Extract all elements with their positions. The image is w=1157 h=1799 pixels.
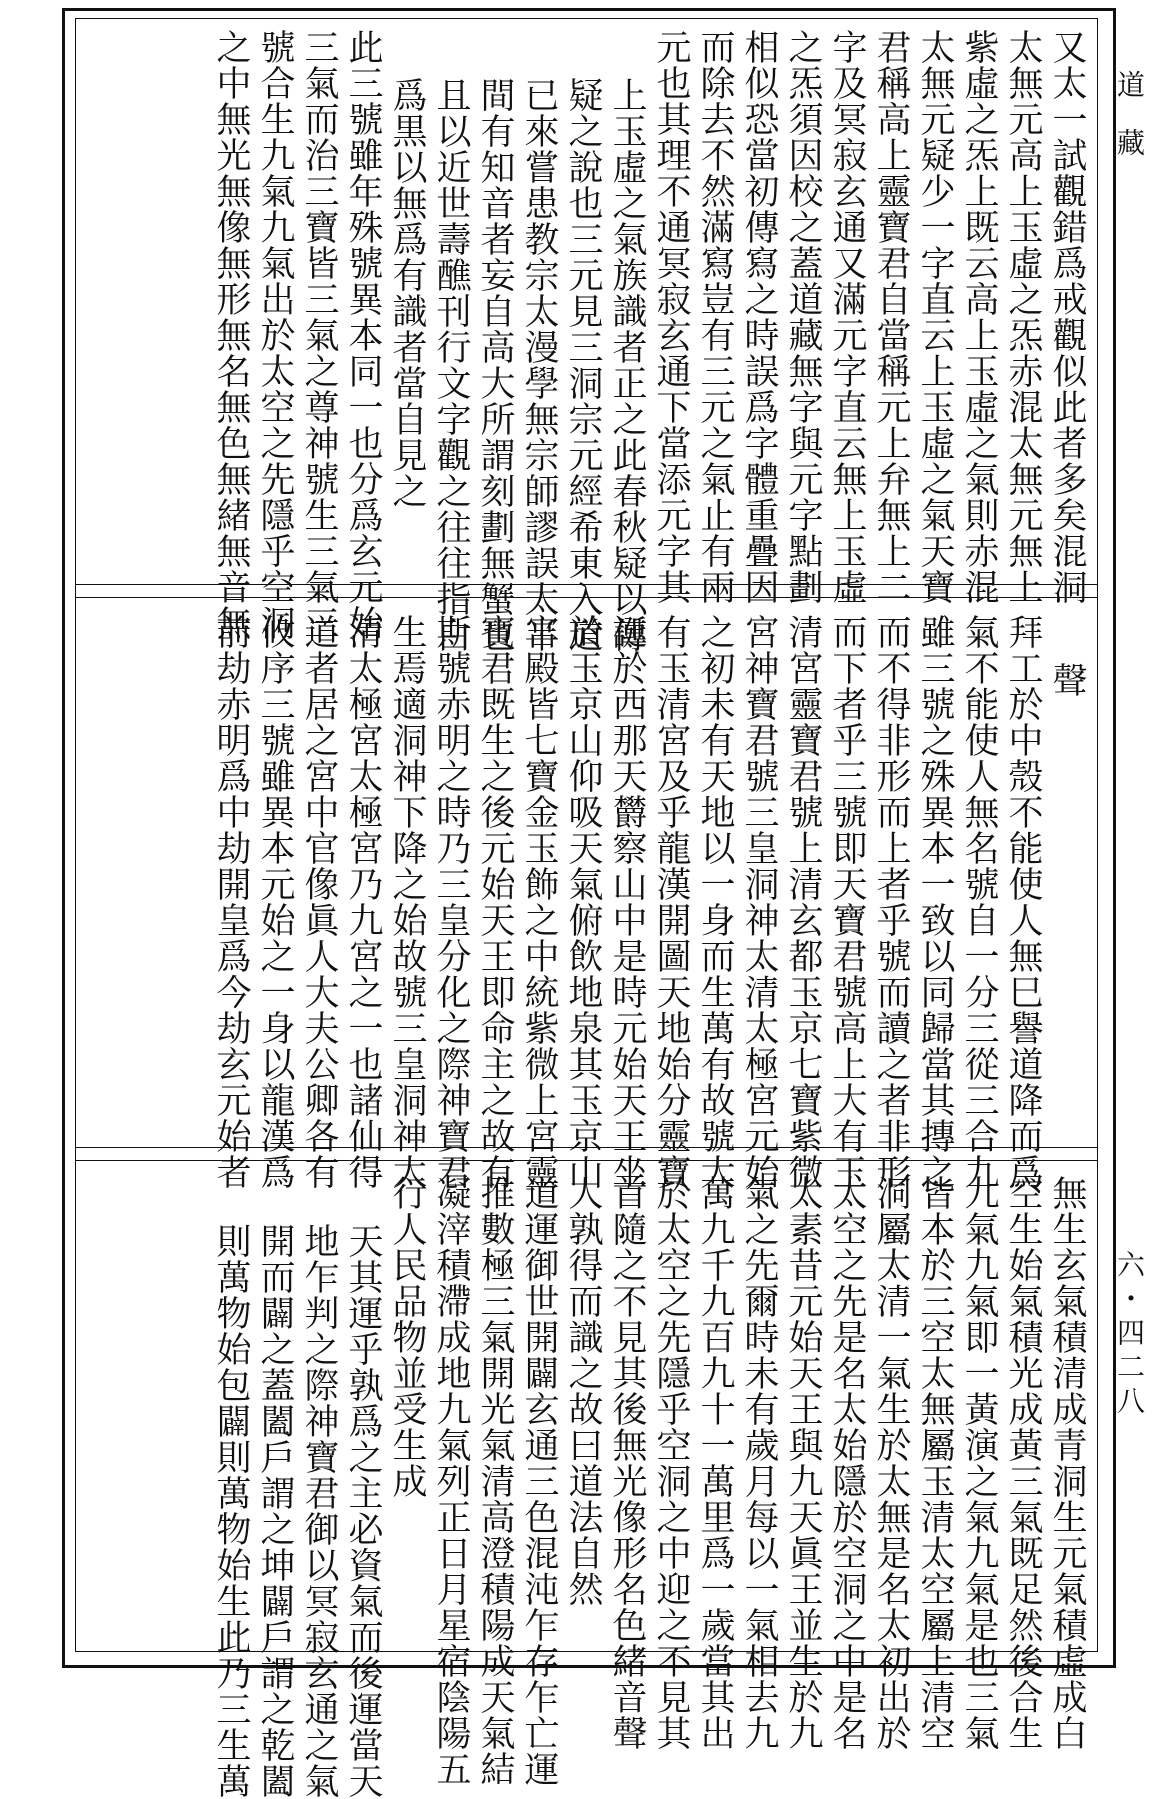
column-group-middle [209, 604, 1089, 1190]
text-column: 於太空之先隱乎空洞之中迎之不見其 [651, 1175, 691, 1751]
text-column: 雖三號之殊異本一致以同歸當其摶之 [915, 614, 955, 1190]
text-column: 上玉虛之氣族識者正之此春秋疑以傳 [607, 77, 647, 653]
text-column: 字及冥寂玄通又滿元字直云無上玉虛 [827, 29, 867, 605]
text-column: 皆本於三空太無屬玉清太空屬上清空 [915, 1175, 955, 1751]
text-column: 而除去不然滿寫豈有三元之氣止有兩 [695, 29, 735, 605]
text-column: 紫虛之炁上既云高上玉虛之氣則赤混 [959, 29, 999, 605]
text-column: 已來嘗患教宗太漫學無宗師謬誤太半 [519, 77, 559, 653]
text-column: 開而闢之蓋闔戶謂之坤闢戶謂之乾闔 [255, 1223, 295, 1799]
text-column: 氣不能使人無名號自一分三從三合九 [959, 614, 999, 1190]
text-column: 而下者乎三號即天寶君號高上大有玉 [827, 614, 867, 1190]
text-column: 元也其理不通冥寂玄通下當添元字其 [651, 29, 691, 605]
band-divider [76, 584, 1097, 598]
text-column: 清宮靈寶君號上清玄都玉京七寶紫微 [783, 614, 823, 1190]
text-column: 氣之先爾時未有歲月每以一氣相去九 [739, 1175, 779, 1751]
text-column: 相似恐當初傳寫之時誤爲字體重疊因 [739, 29, 779, 605]
text-column: 之炁須因校之蓋道藏無字與元字點劃 [783, 29, 823, 605]
text-column: 宮殿皆七寶金玉飾之中統紫微上宮靈 [519, 614, 559, 1190]
text-column: 太素昔元始天王與九天眞王並生於九 [783, 1175, 823, 1751]
column-group-bottom [209, 1165, 1089, 1799]
text-column: 太無元疑少一字直云上玉虛之氣天寶 [915, 29, 955, 605]
text-column: 且以近世壽醮刊行文字觀之往往指白 [431, 77, 471, 653]
margin-label-bottom: 六・四二八 [1113, 1250, 1146, 1420]
page-inner-border [75, 18, 1098, 1799]
text-column: 九氣九氣即一黃演之氣九氣是也三氣 [959, 1175, 999, 1751]
text-column: 空生始氣積光成黃三氣既足然後合生 [1003, 1175, 1043, 1751]
text-column: 地乍判之際神寶君御以冥寂玄通之氣 [299, 1223, 339, 1799]
text-column: 疑之說也三元見三洞宗元經希東入道 [563, 77, 603, 653]
text-column: 推數極三氣開光氣清高澄積陽成天氣結 [475, 1175, 515, 1787]
text-column: 有玉清宮及乎龍漢開圖天地始分靈寶 [651, 614, 691, 1190]
text-band-middle [76, 604, 1097, 1190]
text-column: 之初未有天地以一身而生萬有故號大 [695, 614, 735, 1190]
text-column: 間有知音者妄自高大所謂刻劃無蟹也 [475, 77, 515, 653]
text-column: 生焉適洞神下降之始故號三皇洞神太 [387, 614, 427, 1190]
text-column: 凝滓積滯成地九氣列正日月星宿陰陽五 [431, 1175, 471, 1787]
text-column: 斯號赤明之時乃三皇分化之際神寶君 [431, 614, 471, 1190]
band-divider [76, 1147, 1097, 1161]
text-column: 太空之先是名太始隱於空洞之中是名 [827, 1175, 867, 1751]
text-column: 無生玄氣積清成青洞生元氣積虛成白 [1047, 1175, 1087, 1751]
text-column: 清太極宮太極宮乃九宮之一也諸仙得 [343, 614, 383, 1190]
text-column: 行人民品物並受生成 [387, 1175, 427, 1499]
margin-label-top: 道藏 [1113, 70, 1146, 186]
text-column: 道者居之宮中官像眞人大夫公卿各有 [299, 614, 339, 1190]
text-column: 三氣而治三寶皆三氣之尊神號生三氣三 [299, 29, 339, 641]
text-column: 寶君既生之後元始天王即命主之故有 [475, 614, 515, 1190]
text-column: 而不得非形而上者乎號而讀之者非形 [871, 614, 911, 1190]
text-column: 則萬物始包闢則萬物始生此乃三生萬 [211, 1223, 251, 1799]
text-column: 道運御世開闢玄通三色混沌乍存乍亡運 [519, 1175, 559, 1787]
text-column: 之中無光無像無形無名無色無緒無音無 [211, 29, 251, 641]
text-column: 號合生九氣九氣出於太空之先隱乎空洞 [255, 29, 295, 641]
text-column: 爲黒以無爲有識者當自見之 [387, 77, 427, 509]
text-column: 前劫赤明爲中劫開皇爲今劫玄元始者 [211, 614, 251, 1190]
text-column: 又太一試觀錯爲戒觀似此者多矣混洞 [1047, 29, 1087, 605]
text-band-top [76, 19, 1097, 653]
text-column: 人孰得而識之故曰道法自然 [563, 1175, 603, 1607]
text-column: 誕於西那天欝察山中是時元始天王坐 [607, 614, 647, 1190]
text-band-bottom [76, 1165, 1097, 1799]
text-column: 宮神寶君號三皇洞神太清太極宮元始 [739, 614, 779, 1190]
text-column: 拜工於中殼不能使人無巳譽道降而爲 [1003, 614, 1043, 1190]
text-column: 攸序三號雖異本元始之一身以龍漢爲 [255, 614, 295, 1190]
text-column: 洞屬太清一氣生於太無是名太初出於 [871, 1175, 911, 1751]
text-column: 萬九千九百九十一萬里爲一歲當其出 [695, 1175, 735, 1751]
text-column: 聲 [1047, 662, 1087, 698]
text-column: 此三號雖年殊號異本同一也分爲玄元始 [343, 29, 383, 641]
text-column: 首隨之不見其後無光像形名色緒音聲 [607, 1175, 647, 1751]
text-column: 君稱高上靈寶君自當稱元上弁無上二 [871, 29, 911, 605]
text-column: 太無元高上玉虛之炁赤混太無元無上 [1003, 29, 1043, 605]
text-column: 於玉京山仰吸天氣俯飲地泉其玉京山 [563, 614, 603, 1190]
text-column: 天其運乎孰爲之主必資氣而後運當天 [343, 1223, 383, 1799]
column-group-top [209, 19, 1089, 653]
